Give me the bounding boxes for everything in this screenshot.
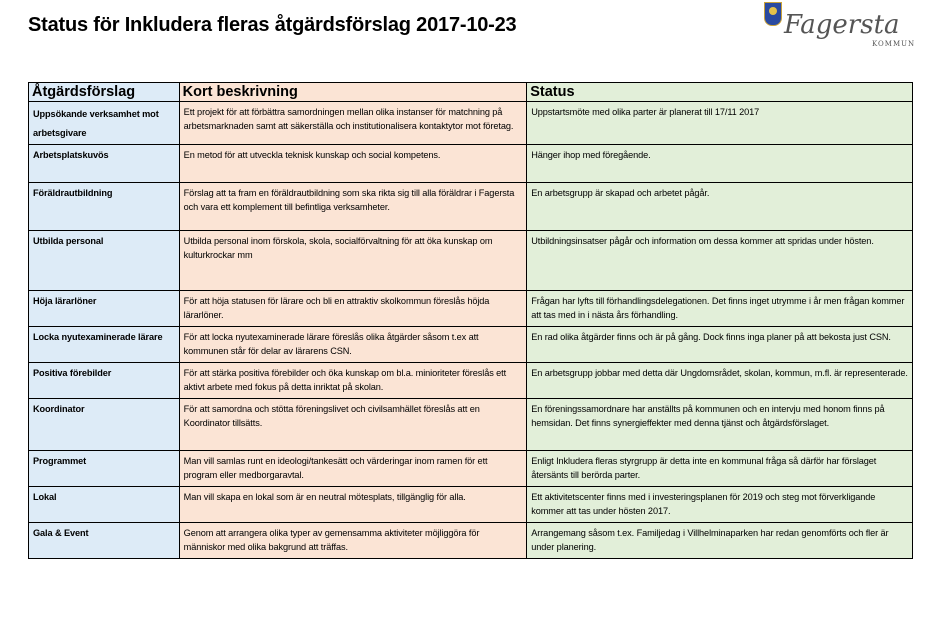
- row-description: För att samordna och stötta föreningslivet och civilsamhället föreslås att en Koordinator tillsätts.: [179, 399, 527, 451]
- row-status: Enligt Inkludera fleras styrgrupp är detta inte en kommunal fråga så därför har förslaget återsänts till berörda parter.: [527, 451, 913, 487]
- table-row: [29, 183, 913, 231]
- row-description: Man vill samlas runt en ideologi/tankesätt och värderingar inom ramen för ett program eller medborgaravtal.: [179, 451, 527, 487]
- table-row: [29, 363, 913, 399]
- table-header-row: [29, 83, 913, 102]
- logo-wordmark: Fagersta: [784, 10, 900, 40]
- row-status: Hänger ihop med föregående.: [527, 145, 913, 183]
- row-description: Utbilda personal inom förskola, skola, socialförvaltning för att öka kunskap om kulturkrockar mm: [179, 231, 527, 291]
- row-status: Frågan har lyfts till förhandlingsdelegationen. Det finns inget utrymme i år men frågan kommer att tas med in i nästa års förhandling.: [527, 291, 913, 327]
- row-name: Gala & Event: [29, 523, 180, 559]
- row-description: Genom att arrangera olika typer av gemensamma aktiviteter möjliggöra för människor med olika bakgrund att träffas.: [179, 523, 527, 559]
- status-table: [28, 82, 913, 559]
- row-description: Förslag att ta fram en föräldrautbildning som ska rikta sig till alla föräldrar i Fagersta och vara ett komplement till befintliga verksamheter.: [179, 183, 527, 231]
- row-name: Föräldrautbildning: [29, 183, 180, 231]
- row-name: Lokal: [29, 487, 180, 523]
- row-name: Positiva förebilder: [29, 363, 180, 399]
- table-row: [29, 399, 913, 451]
- fagersta-kommun-logo: [752, 2, 916, 50]
- row-description: För att stärka positiva förebilder och öka kunskap om bl.a. minioriteter föreslås ett aktivt arbete med fokus på detta inriktat på skolan.: [179, 363, 527, 399]
- row-description: En metod för att utveckla teknisk kunskap och social kompetens.: [179, 145, 527, 183]
- row-status: Ett aktivitetscenter finns med i investeringsplanen för 2019 och steg mot förverkligande kommer att tas under hösten 2017.: [527, 487, 913, 523]
- row-name: Utbilda personal: [29, 231, 180, 291]
- row-name: Koordinator: [29, 399, 180, 451]
- table-row: [29, 451, 913, 487]
- table-row: [29, 327, 913, 363]
- row-description: För att höja statusen för lärare och bli en attraktiv skolkommun föreslås höjda lärarlöner.: [179, 291, 527, 327]
- table-row: [29, 145, 913, 183]
- row-description: För att locka nyutexaminerade lärare föreslås olika åtgärder såsom t.ex att kommunen står för delar av lärarens CSN.: [179, 327, 527, 363]
- row-status: En arbetsgrupp är skapad och arbetet pågår.: [527, 183, 913, 231]
- row-status: En arbetsgrupp jobbar med detta där Ungdomsrådet, skolan, kommun, m.fl. är representerade.: [527, 363, 913, 399]
- row-description: Man vill skapa en lokal som är en neutral mötesplats, tillgänglig för alla.: [179, 487, 527, 523]
- row-name: Locka nyutexaminerade lärare: [29, 327, 180, 363]
- header-atgardsforslag: Åtgärdsförslag: [29, 83, 180, 102]
- table-row: [29, 523, 913, 559]
- row-status: En rad olika åtgärder finns och är på gång. Dock finns inga planer på att bekosta just CSN.: [527, 327, 913, 363]
- row-name: Programmet: [29, 451, 180, 487]
- table-row: [29, 487, 913, 523]
- row-description: Ett projekt för att förbättra samordningen mellan olika instanser för matchning på arbetsmarknaden samt att säkerställa och institutionalisera kontaktytor mot företag.: [179, 102, 527, 145]
- header-kort-beskrivning: Kort beskrivning: [179, 83, 527, 102]
- row-status: Arrangemang såsom t.ex. Familjedag i Villhelminaparken har redan genomförts och fler är under planering.: [527, 523, 913, 559]
- table-row: [29, 231, 913, 291]
- row-name: Uppsökande verksamhet mot arbetsgivare: [29, 102, 180, 145]
- logo-subtext: KOMMUN: [872, 40, 916, 48]
- row-name: Arbetsplatskuvös: [29, 145, 180, 183]
- table-row: [29, 291, 913, 327]
- row-status: En föreningssamordnare har anställts på kommunen och en intervju med honom finns på hemsidan. Det finns synergieffekter med denna tjänst och åtgärdsförslaget.: [527, 399, 913, 451]
- row-status: Utbildningsinsatser pågår och information om dessa kommer att spridas under hösten.: [527, 231, 913, 291]
- row-name: Höja lärarlöner: [29, 291, 180, 327]
- row-status: Uppstartsmöte med olika parter är planerat till 17/11 2017: [527, 102, 913, 145]
- header-status: Status: [527, 83, 913, 102]
- table-row: [29, 102, 913, 145]
- coat-of-arms-icon: [764, 2, 782, 26]
- page-title: Status för Inkludera fleras åtgärdsförslag 2017-10-23: [28, 14, 517, 36]
